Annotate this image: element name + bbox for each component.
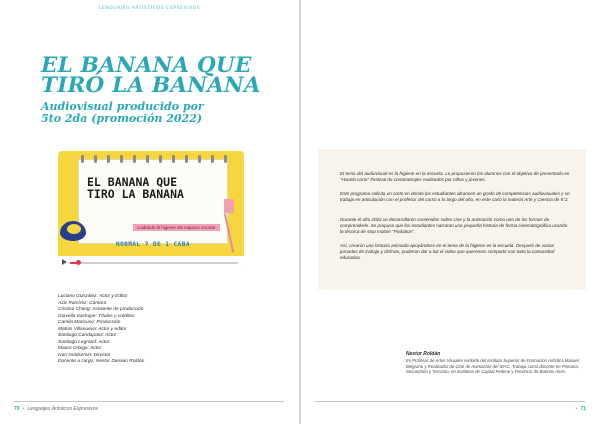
credits-list — [58, 294, 278, 366]
author-bio: Es Profesor de Artes Visuales recibido del instituto Superior de Formación Artística Manuel Belgrano y Realizador de Cine de Animación del IDAC. Trabaja como docente en Primaria, Secundario y Terciario, en institutos de Capital Federal y Provincia de Buenos Aires. — [406, 358, 579, 375]
banana-highlight — [67, 224, 81, 234]
video-title-line: TIRO LA BANANA — [87, 187, 184, 201]
title-line: TIRÓ LA BANANA — [41, 73, 261, 98]
play-icon[interactable] — [62, 259, 67, 265]
description-paragraph: Durante el año 2022 se desarrollaron contenidos sobre cine y la animación como uno de los formas de comprenderlo. Se propuso que los estudiantes narraran una pequeña historia de forma cinematográfica usando la técnica de stop motion "Pixilation". — [340, 217, 568, 234]
description-paragraph: El tema del audiovisual es la higiene en la escuela. Lo propusieron los alumnos con el objetivo de presentarlo en "Hacelo corto" Festival de cortometrajes realizados por niños y jóvenes. — [340, 171, 570, 182]
title-line: EL BANANA QUE — [41, 53, 252, 78]
credit-item: Luciano González: Actor y Editor — [58, 294, 128, 299]
footer-rule — [315, 401, 585, 402]
page-number: 71 — [580, 406, 586, 412]
credit-item: Giavella Sachupe: Títulos y créditos — [58, 313, 135, 319]
video-progress-track[interactable] — [70, 262, 238, 264]
video-school-label: NORMAL 7 DE 1 CABA — [116, 241, 191, 248]
footer-rule — [14, 401, 284, 402]
notebook-rings — [81, 155, 227, 163]
video-controls — [58, 256, 244, 269]
running-head: LENGUAJES ARTÍSTICOS EXPRESIVOS — [98, 6, 201, 11]
description-paragraph: Este programa solicita un corto en donde los estudiantes alcancen un grado de competencias audiovisuales y se trabaja en articulación con el profesor del curso a lo largo del año, en este caso la materia Arte y Ciencia de 5°2. — [340, 191, 570, 202]
credit-item: Santiago Candapaez: Actor — [58, 333, 117, 338]
credit-item: Cristina Chang: Asistente de producción — [58, 307, 144, 312]
page-title — [41, 53, 291, 98]
page-subtitle — [41, 101, 291, 124]
video-tagline: cuidando la higiene del espacio escolar — [133, 224, 220, 231]
section-name: Lenguajes Artísticos Expresivos — [27, 406, 99, 412]
video-title-line: EL BANANA QUE — [87, 175, 178, 189]
notebook-paper — [78, 159, 228, 244]
video-player[interactable] — [58, 151, 244, 269]
credit-item: Matías Villanueva: Actor y editor — [58, 326, 127, 332]
credit-item: Ivan Goldszmin: Director — [58, 352, 111, 358]
credit-item: Docente a cargo: Nestor Damian Roldán — [58, 359, 145, 364]
pencil-cup-illustration — [224, 199, 234, 213]
page-number: 70 — [14, 406, 20, 412]
description-paragraph: Así, crearon una historia animada apoyándose en el tema de la higiene en la escuela. Después de varias jornadas de trabajo y disfrute, pudieron dar a luz el video que queremos compartir con toda la comunidad educativa. — [340, 243, 555, 260]
subtitle-line: 5to 2da (promoción 2022) — [41, 111, 203, 125]
author-name: Nestor Roldán — [406, 351, 441, 357]
credit-item: Mauro Ortega: Actor — [58, 346, 102, 351]
credit-item: Aziz Ramírez: Cámara — [58, 300, 107, 306]
video-title — [87, 176, 227, 200]
folio: • 71 — [575, 406, 586, 412]
video-progress-knob[interactable] — [76, 260, 81, 265]
right-page — [301, 0, 600, 424]
left-page — [0, 0, 299, 424]
credit-item: Camila Mancuso: Producción — [58, 320, 121, 325]
description-box — [318, 149, 586, 290]
subtitle-line: Audiovisual producido por — [41, 100, 204, 113]
folio: 70 • Lenguajes Artísticos Expresivos — [14, 406, 99, 412]
credit-item: Santiago Legrand: Actor — [58, 339, 110, 345]
